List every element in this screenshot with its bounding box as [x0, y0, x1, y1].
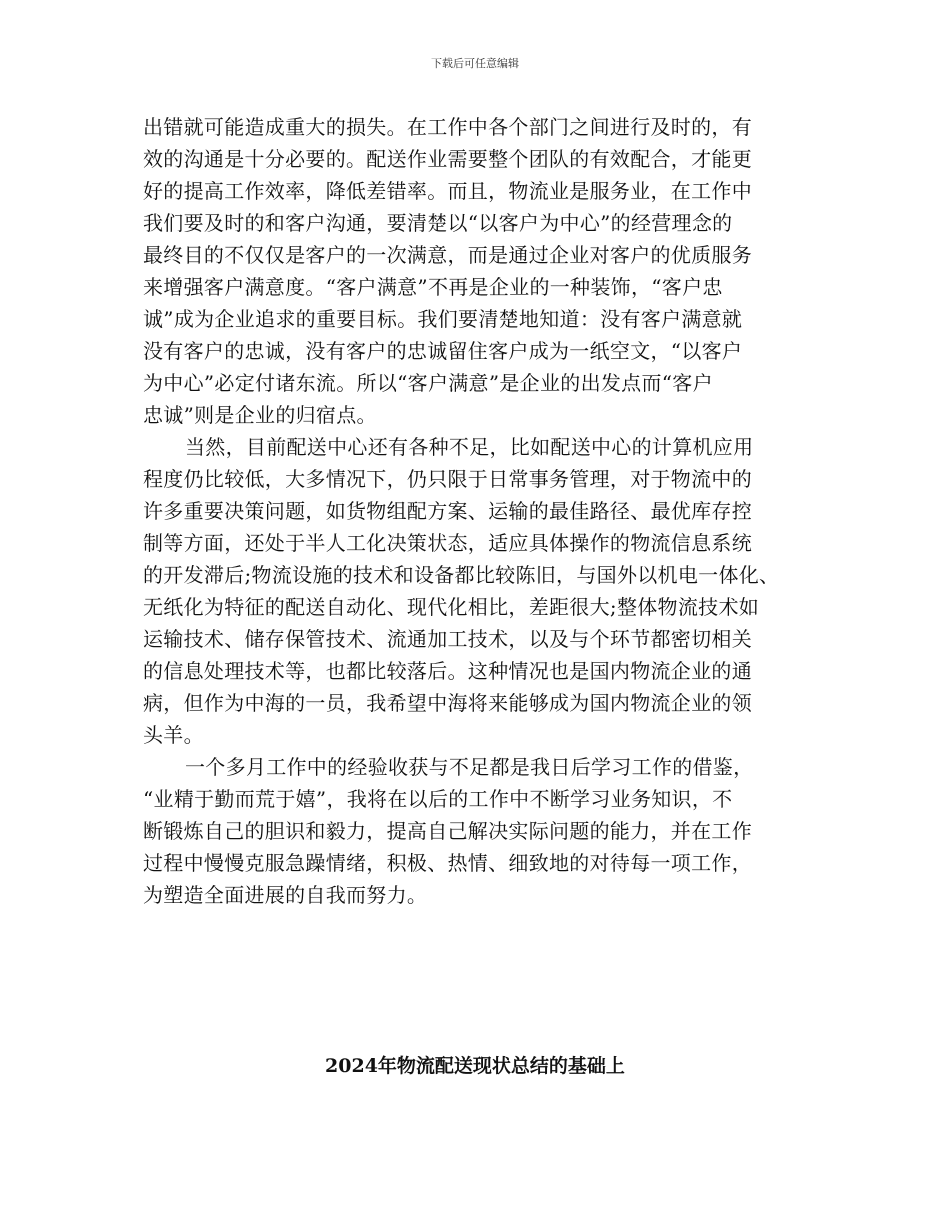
text-line: 一个多月工作中的经验收获与不足都是我日后学习工作的借鉴， — [185, 755, 754, 779]
text-line: 我们要及时的和客户沟通，要清楚以“以客户为中心”的经营理念的 — [143, 211, 733, 235]
text-line: 为塑造全面进展的自我而努力。 — [143, 883, 428, 907]
text-line: 效的沟通是十分必要的。配送作业需要整个团队的有效配合，才能更 — [143, 147, 752, 171]
text-line: 头羊。 — [143, 723, 204, 747]
paragraph-1 — [143, 111, 823, 431]
section-heading: 2024年物流配送现状总结的基础上 — [325, 1055, 625, 1077]
text-line: “业精于勤而荒于嬉”，我将在以后的工作中不断学习业务知识，不 — [143, 787, 733, 811]
text-line: 过程中慢慢克服急躁情绪，积极、热情、细致地的对待每一项工作， — [143, 851, 752, 875]
text-line: 的信息处理技术等，也都比较落后。这种情况也是国内物流企业的通 — [143, 659, 752, 683]
text-line: 运输技术、储存保管技术、流通加工技术，以及与个环节都密切相关 — [143, 627, 752, 651]
text-line: 病，但作为中海的一员，我希望中海将来能够成为国内物流企业的领 — [143, 691, 752, 715]
document-body — [143, 111, 823, 911]
text-line: 许多重要决策问题，如货物组配方案、运输的最佳路径、最优库存控 — [143, 499, 752, 523]
text-line: 没有客户的忠诚，没有客户的忠诚留住客户成为一纸空文，“以客户 — [143, 339, 743, 363]
text-line: 当然，目前配送中心还有各种不足，比如配送中心的计算机应用 — [185, 435, 754, 459]
paragraph-3 — [143, 751, 823, 911]
text-line: 断锻炼自己的胆识和毅力，提高自己解决实际问题的能力，并在工作 — [143, 819, 752, 843]
text-line: 制等方面，还处于半人工化决策状态，适应具体操作的物流信息系统 — [143, 531, 752, 555]
text-line: 为中心”必定付诸东流。所以“客户满意”是企业的出发点而“客户 — [143, 371, 713, 395]
page-header: 下载后可任意编辑 — [431, 57, 519, 70]
text-line: 好的提高工作效率，降低差错率。而且，物流业是服务业，在工作中 — [143, 179, 752, 203]
text-line: 最终目的不仅仅是客户的一次满意，而是通过企业对客户的优质服务 — [143, 243, 752, 267]
text-line: 无纸化为特征的配送自动化、现代化相比，差距很大;整体物流技术如 — [143, 595, 760, 619]
text-line: 出错就可能造成重大的损失。在工作中各个部门之间进行及时的，有 — [143, 115, 752, 139]
text-line: 诚”成为企业追求的重要目标。我们要清楚地知道：没有客户满意就 — [143, 307, 743, 331]
text-line: 的开发滞后;物流设施的技术和设备都比较陈旧，与国外以机电一体化、 — [143, 563, 780, 587]
text-line: 程度仍比较低，大多情况下，仍只限于日常事务管理，对于物流中的 — [143, 467, 752, 491]
paragraph-2 — [143, 431, 823, 751]
text-line: 来增强客户满意度。“客户满意”不再是企业的一种装饰，“客户忠 — [143, 275, 723, 299]
text-line: 忠诚”则是企业的归宿点。 — [143, 403, 377, 427]
